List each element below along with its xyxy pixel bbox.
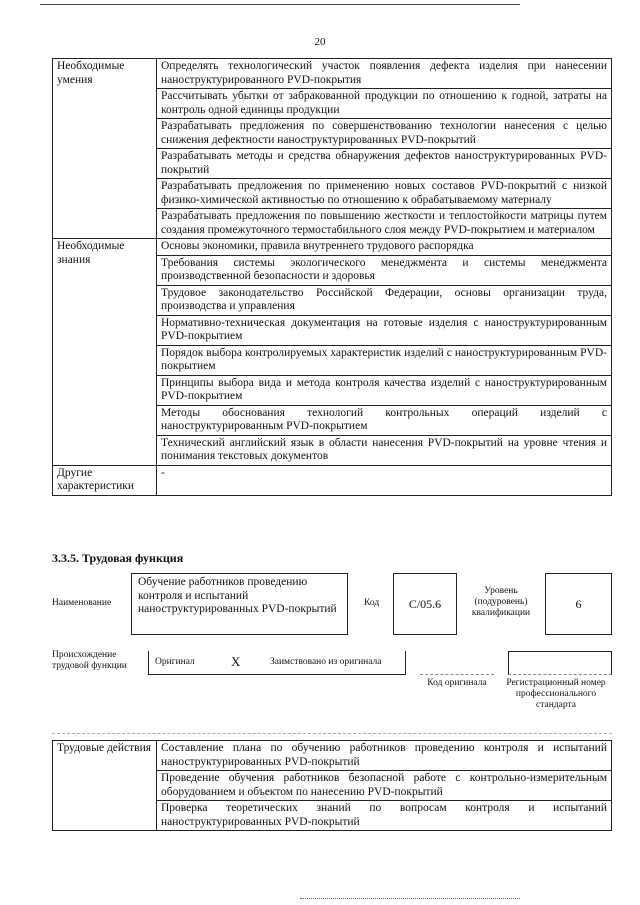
labor-actions-table bbox=[52, 740, 612, 831]
section-heading: 3.3.5. Трудовая функция bbox=[52, 551, 184, 565]
function-name-box: Обучение работников проведению контроля и испытаний наноструктурированных PVD-покрытий bbox=[131, 573, 348, 635]
table-row bbox=[53, 465, 612, 495]
separator-line bbox=[52, 733, 612, 734]
function-code-box: C/05.6 bbox=[393, 573, 457, 635]
origin-original-label: Оригинал bbox=[155, 657, 195, 667]
row-item: Разрабатывать предложения по повышению жесткости и теплостойкости матрицы путем создания промежуточного термостабильного слоя между PVD-покрытием и материалом bbox=[157, 209, 612, 239]
reg-number-label: Регистрационный номер профессионального стандарта bbox=[506, 678, 606, 710]
row-item: Принципы выбора вида и метода контроля качества изделий с наноструктурированным PVD-покрытием bbox=[157, 375, 612, 405]
row-item: - bbox=[157, 465, 612, 495]
origin-label: Происхождение трудовой функции bbox=[52, 650, 127, 671]
row-item: Технический английский язык в области нанесения PVD-покрытий на уровне чтения и понимания текстовых документов bbox=[157, 435, 612, 465]
row-label: Трудовые действия bbox=[53, 741, 157, 831]
row-item: Проверка теоретических знаний по вопросам контроля и испытаний наноструктурированных PVD-покрытий bbox=[157, 801, 612, 831]
row-item: Методы обоснования технологий контрольных операций изделий с наноструктурированным PVD-покрытием bbox=[157, 405, 612, 435]
row-item: Проведение обучения работников безопасной работе с контрольно-измерительным оборудованием и объектом по нанесению PVD-покрытий bbox=[157, 771, 612, 801]
name-label: Наименование bbox=[52, 598, 112, 608]
row-item: Требования системы экологического менеджмента и системы менеджмента производственной безопасности и здоровья bbox=[157, 255, 612, 285]
page-number: 20 bbox=[314, 36, 326, 48]
row-item: Определять технологический участок появления дефекта изделия при нанесении наноструктурированного PVD-покрытия bbox=[157, 59, 612, 89]
level-value-box: 6 bbox=[545, 573, 612, 635]
scan-edge-line-bottom bbox=[300, 898, 520, 899]
level-label: Уровень (подуровень) квалификации bbox=[471, 586, 531, 618]
row-item: Нормативно-техническая документация на готовые изделия с наноструктурированным PVD-покрытием bbox=[157, 315, 612, 345]
row-item: Рассчитывать убытки от забракованной продукции по отношению к годной, затраты на контроль одной единицы продукции bbox=[157, 89, 612, 119]
scan-edge-line bbox=[40, 4, 520, 5]
row-item: Разрабатывать предложения по применению новых составов PVD-покрытий с низкой физико-химической активностью по отношению к обрабатываемому материалу bbox=[157, 179, 612, 209]
row-label: Необходимые умения bbox=[53, 59, 157, 239]
row-item: Составление плана по обучению работников проведению контроля и испытаний наноструктурированных PVD-покрытий bbox=[157, 741, 612, 771]
row-item: Разрабатывать методы и средства обнаружения дефектов наноструктурированных PVD-покрытий bbox=[157, 149, 612, 179]
skills-knowledge-table bbox=[52, 58, 612, 496]
row-item: Разрабатывать предложения по совершенствованию технологии нанесения с целью снижения дефектности наноструктурированных PVD-покрытий bbox=[157, 119, 612, 149]
row-label: Другие характеристики bbox=[53, 465, 157, 495]
table-row bbox=[53, 741, 612, 771]
row-item: Порядок выбора контролируемых характеристик изделий с наноструктурированным PVD-покрытием bbox=[157, 345, 612, 375]
row-label: Необходимые знания bbox=[53, 239, 157, 466]
row-item: Основы экономики, правила внутреннего трудового распорядка bbox=[157, 239, 612, 256]
table-row bbox=[53, 59, 612, 89]
reg-number-box bbox=[508, 651, 612, 675]
row-item: Трудовое законодательство Российской Федерации, основы организации труда, производства и управления bbox=[157, 285, 612, 315]
origin-borrowed-label: Заимствовано из оригинала bbox=[270, 657, 382, 667]
code-label: Код bbox=[364, 598, 380, 608]
origin-mark: X bbox=[231, 654, 241, 669]
code-original-box bbox=[420, 651, 494, 675]
code-original-label: Код оригинала bbox=[427, 678, 487, 688]
table-row bbox=[53, 239, 612, 256]
